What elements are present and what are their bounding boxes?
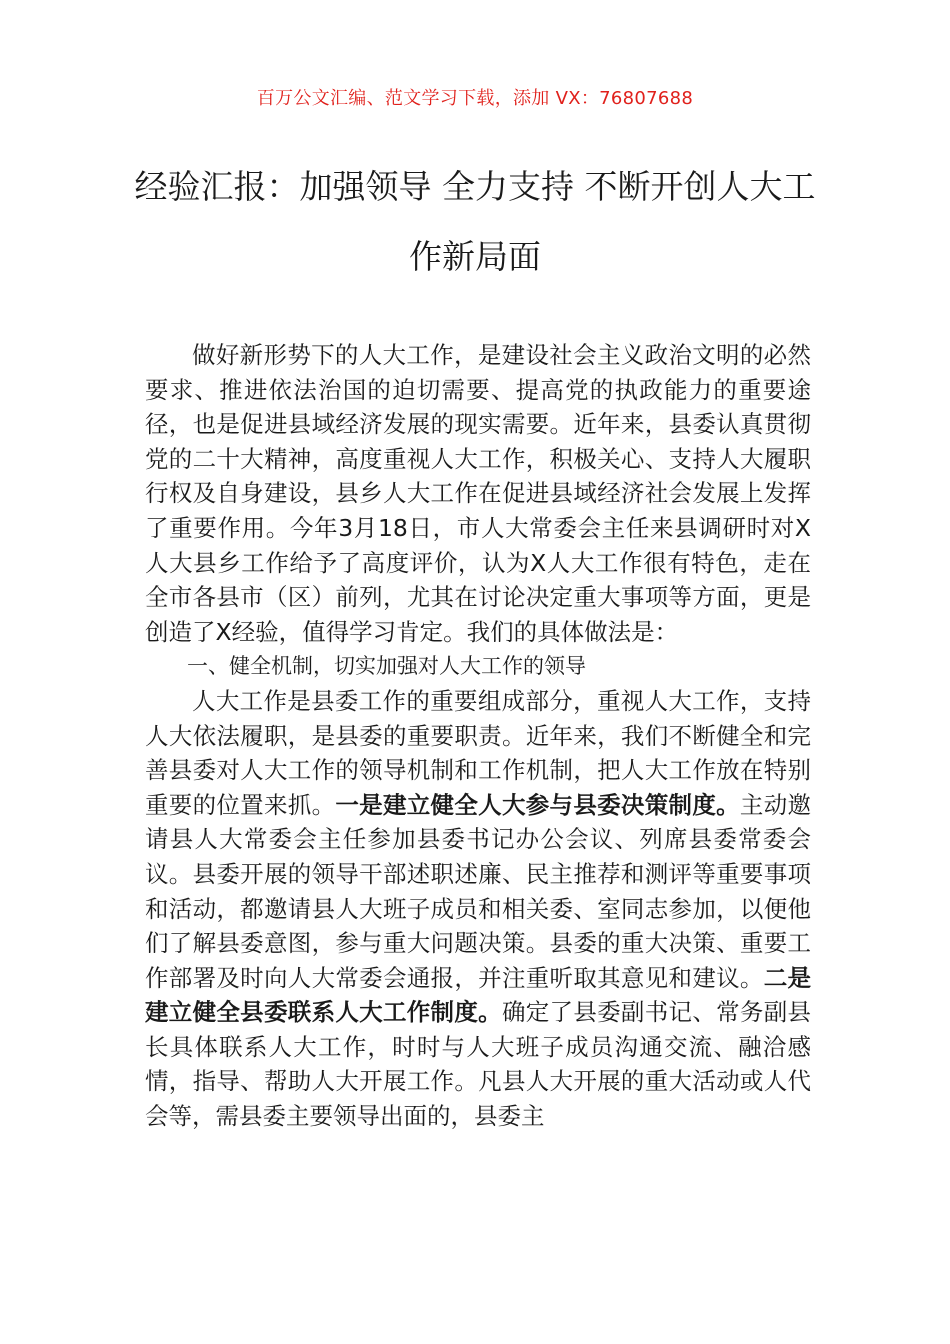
header-watermark-note: 百万公文汇编、范文学习下载，添加 VX：76807688	[256, 88, 694, 109]
document-body	[145, 338, 811, 1134]
section-1-bold-point-1: 一是建立健全人大参与县委决策制度。	[335, 790, 740, 819]
section-1-text-a: 人大工作是县委工作的重要组成部分，重视人大工作，支持人大依法履职，是县委的重要职责。近年来，我们不断健全和完善县委对人大工作的领导机制和工作机制，把人大工作放在特别重要的位置来抓。	[145, 686, 811, 819]
document-title: 经验汇报：加强领导 全力支持 不断开创人大工作新局面	[134, 167, 816, 276]
section-1-text-c: 确定了县委副书记、常务副县长具体联系人大工作，时时与人大班子成员沟通交流、融洽感情，指导、帮助人大开展工作。凡县人大开展的重大活动或人代会等，需县委主要领导出面的，县委主	[145, 998, 812, 1131]
section-1-text-b: 主动邀请县人大常委会主任参加县委书记办公会议、列席县委常委会议。县委开展的领导干部述职述廉、民主推荐和测评等重要事项和活动，都邀请县人大班子成员和相关委、室同志参加，以便他们了解县委意图，参与重大问题决策。县委的重大决策、重要工作部署及时向人大常委会通报，并注重听取其意见和建议。	[145, 790, 812, 992]
intro-paragraph: 做好新形势下的人大工作，是建设社会主义政治文明的必然要求、推进依法治国的迫切需要、提高党的执政能力的重要途径，也是促进县域经济发展的现实需要。近年来，县委认真贯彻党的二十大精神，高度重视人大工作，积极关心、支持人大履职行权及自身建设，县乡人大工作在促进县域经济社会发展上发挥了重要作用。今年3月18日，市人大常委会主任来县调研时对X人大县乡工作给予了高度评价，认为X人大工作很有特色，走在全市各县市（区）前列，尤其在讨论决定重大事项等方面，更是创造了X经验，值得学习肯定。我们的具体做法是：	[145, 341, 811, 646]
section-1-bold-point-2: 二是建立健全县委联系人大工作制度。	[145, 963, 811, 1027]
section-heading-1: 一、健全机制，切实加强对人大工作的领导	[187, 654, 586, 679]
section-1-paragraph	[145, 684, 811, 1134]
